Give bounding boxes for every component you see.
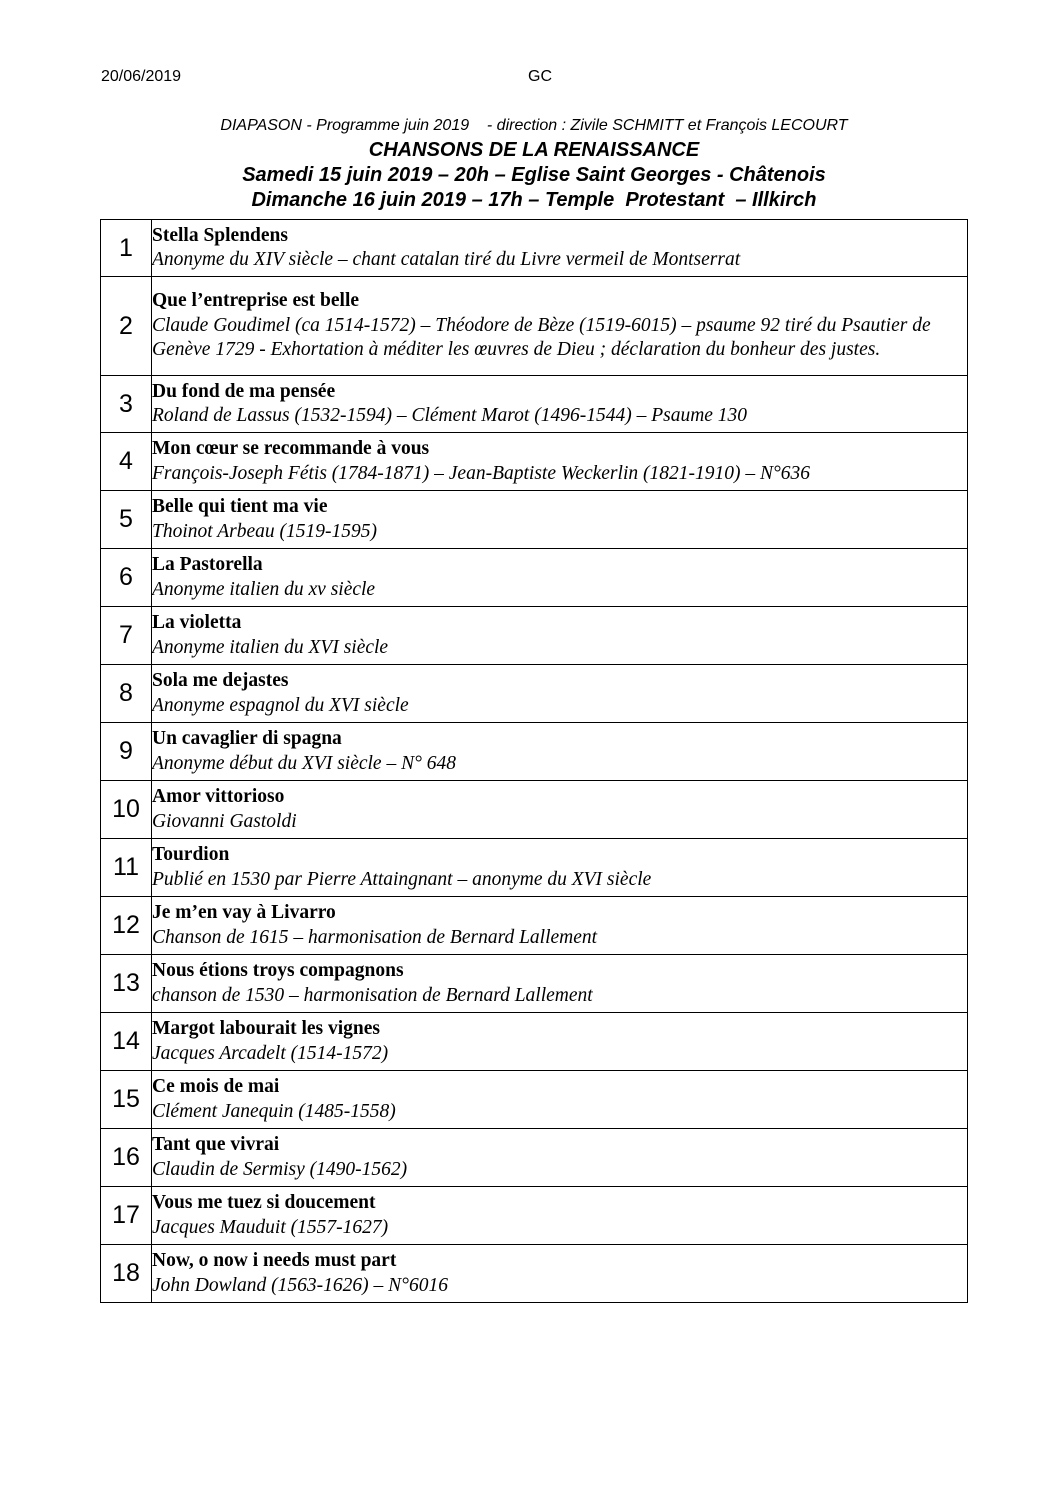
program-header xyxy=(100,114,968,213)
song-credit: François-Joseph Fétis (1784-1871) – Jean-Baptiste Weckerlin (1821-1910) – N°636 xyxy=(152,462,811,484)
song-cell xyxy=(152,781,968,839)
song-number: 8 xyxy=(101,665,152,723)
song-cell xyxy=(152,839,968,897)
song-cell xyxy=(152,1071,968,1129)
song-row xyxy=(101,1129,968,1187)
song-credit: Anonyme espagnol du XVI siècle xyxy=(152,694,409,716)
song-cell xyxy=(152,897,968,955)
song-credit: Claude Goudimel (ca 1514-1572) – Théodore de Bèze (1519-6015) – psaume 92 tiré du Psautier de Genève 1729 - Exhortation à méditer les œuvres de Dieu ; déclaration du bonheur des justes. xyxy=(152,314,931,361)
song-number: 12 xyxy=(101,897,152,955)
song-title: La Pastorella xyxy=(152,554,263,575)
concert-line-2: Dimanche 16 juin 2019 – 17h – Temple Protestant – Illkirch xyxy=(251,189,817,211)
song-credit: Roland de Lassus (1532-1594) – Clément Marot (1496-1544) – Psaume 130 xyxy=(152,405,748,426)
header-date: 20/06/2019 xyxy=(101,68,182,85)
song-title: Je m’en vay à Livarro xyxy=(152,902,336,923)
song-row xyxy=(101,723,968,781)
song-title: Now, o now i needs must part xyxy=(152,1250,397,1271)
song-title: Que l’entreprise est belle xyxy=(152,290,360,312)
song-credit: Jacques Mauduit (1557-1627) xyxy=(152,1216,389,1238)
song-row xyxy=(101,955,968,1013)
song-number: 2 xyxy=(101,277,152,376)
song-number: 6 xyxy=(101,549,152,607)
song-credit: Claudin de Sermisy (1490-1562) xyxy=(152,1158,408,1180)
header-author: GC xyxy=(528,68,552,85)
song-cell xyxy=(152,1187,968,1245)
song-cell xyxy=(152,723,968,781)
song-row xyxy=(101,781,968,839)
song-row xyxy=(101,220,968,277)
song-credit: Anonyme italien du xv siècle xyxy=(152,578,376,600)
song-title: Margot labourait les vignes xyxy=(152,1018,381,1039)
song-row xyxy=(101,1245,968,1303)
song-credit: Giovanni Gastoldi xyxy=(152,810,297,832)
song-number: 16 xyxy=(101,1129,152,1187)
song-number: 1 xyxy=(101,220,152,277)
song-cell xyxy=(152,277,968,376)
song-row xyxy=(101,897,968,955)
song-number: 13 xyxy=(101,955,152,1013)
program-title: CHANSONS DE LA RENAISSANCE xyxy=(368,139,700,161)
song-row xyxy=(101,491,968,549)
song-cell xyxy=(152,549,968,607)
song-row xyxy=(101,1013,968,1071)
song-cell xyxy=(152,433,968,491)
song-cell xyxy=(152,491,968,549)
song-cell xyxy=(152,1013,968,1071)
song-number: 18 xyxy=(101,1245,152,1303)
song-credit: Jacques Arcadelt (1514-1572) xyxy=(152,1042,389,1064)
song-title: Mon cœur se recommande à vous xyxy=(152,438,430,459)
song-credit: chanson de 1530 – harmonisation de Bernard Lallement xyxy=(152,984,593,1006)
song-title: Un cavaglier di spagna xyxy=(152,728,342,749)
song-title: Amor vittorioso xyxy=(152,786,285,807)
song-number: 4 xyxy=(101,433,152,491)
song-title: Stella Splendens xyxy=(152,224,288,246)
song-cell xyxy=(152,376,968,433)
song-title: Du fond de ma pensée xyxy=(152,380,336,402)
song-cell xyxy=(152,1129,968,1187)
song-title: Ce mois de mai xyxy=(152,1076,280,1097)
song-title: Belle qui tient ma vie xyxy=(152,496,328,517)
song-number: 5 xyxy=(101,491,152,549)
song-title: Nous étions troys compagnons xyxy=(152,960,404,981)
song-credit: Anonyme italien du XVI siècle xyxy=(152,636,389,658)
song-number: 3 xyxy=(101,376,152,433)
song-cell xyxy=(152,607,968,665)
song-row xyxy=(101,665,968,723)
song-number: 10 xyxy=(101,781,152,839)
song-row xyxy=(101,376,968,433)
song-credit: John Dowland (1563-1626) – N°6016 xyxy=(152,1274,448,1296)
song-row xyxy=(101,277,968,376)
concert-line-1: Samedi 15 juin 2019 – 20h – Eglise Saint Georges - Châtenois xyxy=(242,164,826,186)
song-title: Sola me dejastes xyxy=(152,670,289,691)
song-number: 17 xyxy=(101,1187,152,1245)
song-row xyxy=(101,433,968,491)
song-credit: Chanson de 1615 – harmonisation de Bernard Lallement xyxy=(152,926,598,948)
song-row xyxy=(101,607,968,665)
song-title: Tourdion xyxy=(152,844,230,865)
program-table xyxy=(100,219,968,1303)
song-cell xyxy=(152,220,968,277)
song-row xyxy=(101,1187,968,1245)
song-number: 9 xyxy=(101,723,152,781)
song-number: 14 xyxy=(101,1013,152,1071)
song-number: 7 xyxy=(101,607,152,665)
song-credit: Anonyme début du XVI siècle – N° 648 xyxy=(152,752,457,774)
song-row xyxy=(101,1071,968,1129)
song-credit: Publié en 1530 par Pierre Attaingnant – anonyme du XVI siècle xyxy=(152,868,652,890)
song-credit: Clément Janequin (1485-1558) xyxy=(152,1100,396,1122)
song-title: Vous me tuez si doucement xyxy=(152,1192,376,1213)
song-cell xyxy=(152,665,968,723)
song-credit: Anonyme du XIV siècle – chant catalan tiré du Livre vermeil de Montserrat xyxy=(152,249,741,270)
song-title: Tant que vivrai xyxy=(152,1134,280,1155)
program-table-body xyxy=(101,220,968,1303)
song-row xyxy=(101,839,968,897)
song-number: 11 xyxy=(101,839,152,897)
program-subtitle: DIAPASON - Programme juin 2019 - direction : Zivile SCHMITT et François LECOURT xyxy=(220,117,848,134)
song-row xyxy=(101,549,968,607)
song-credit: Thoinot Arbeau (1519-1595) xyxy=(152,520,377,542)
song-number: 15 xyxy=(101,1071,152,1129)
song-title: La violetta xyxy=(152,612,242,633)
song-cell xyxy=(152,1245,968,1303)
song-cell xyxy=(152,955,968,1013)
